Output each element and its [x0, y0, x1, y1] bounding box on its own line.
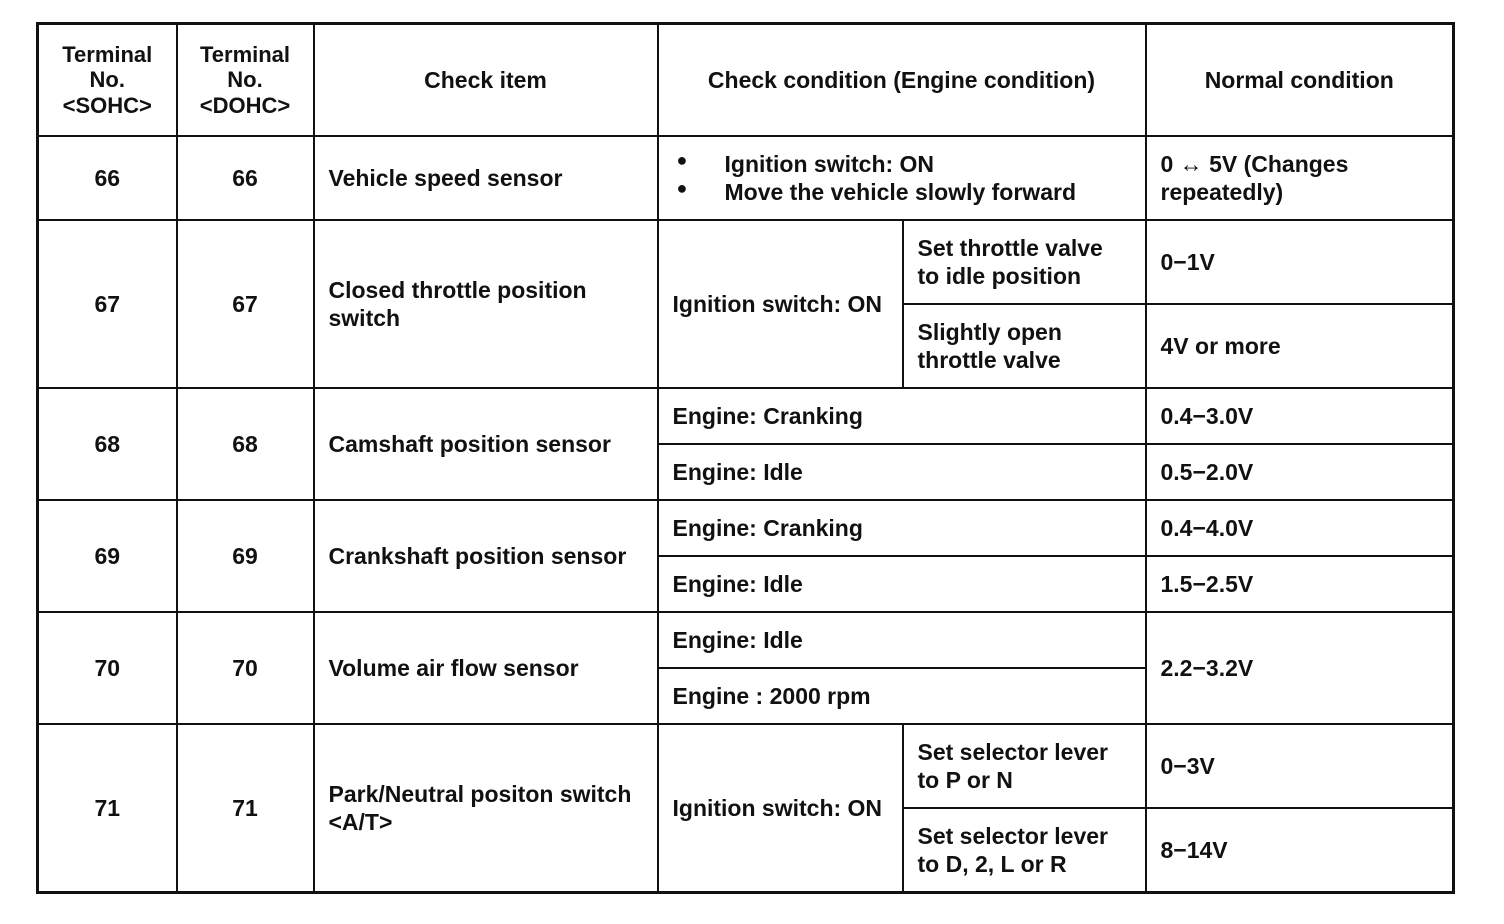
- terminal-sohc-cell: 67: [38, 220, 177, 388]
- terminal-dohc-cell: 71: [177, 724, 314, 892]
- check-item-cell: Vehicle speed sensor: [314, 136, 658, 220]
- terminal-sohc-cell: 71: [38, 724, 177, 892]
- check-item-cell: Camshaft position sensor: [314, 388, 658, 500]
- normal-condition-cell: 4V or more: [1146, 304, 1454, 388]
- normal-condition-cell: 0.4−3.0V: [1146, 388, 1454, 444]
- header-terminal-sohc: [38, 24, 177, 137]
- check-condition-main-cell: Ignition switch: ON: [658, 724, 903, 892]
- check-condition-cell: [658, 136, 1146, 220]
- table-row: [38, 612, 1454, 668]
- terminal-dohc-cell: 66: [177, 136, 314, 220]
- check-condition-cell: Engine: Idle: [658, 556, 1146, 612]
- normal-condition-cell: 2.2−3.2V: [1146, 612, 1454, 724]
- terminal-sohc-cell: 69: [38, 500, 177, 612]
- check-condition-cell: Engine: Idle: [658, 444, 1146, 500]
- header-check-item: Check item: [314, 24, 658, 137]
- terminal-sohc-cell: 68: [38, 388, 177, 500]
- check-condition-sub-cell: Set throttle valve to idle position: [903, 220, 1146, 304]
- header-terminal-dohc-line1: Terminal: [199, 42, 291, 68]
- ecm-terminal-table-page: [36, 22, 1455, 894]
- table-row: [38, 724, 1454, 808]
- terminal-dohc-cell: 68: [177, 388, 314, 500]
- ecm-terminal-table: [36, 22, 1455, 894]
- table-row: [38, 220, 1454, 304]
- check-item-cell: Closed throttle position switch: [314, 220, 658, 388]
- table-row: [38, 136, 1454, 220]
- check-condition-cell: Engine : 2000 rpm: [658, 668, 1146, 724]
- check-item-cell: Crankshaft position sensor: [314, 500, 658, 612]
- normal-condition-cell: 0.4−4.0V: [1146, 500, 1454, 556]
- check-condition-main-cell: Ignition switch: ON: [658, 220, 903, 388]
- normal-condition-cell: 1.5−2.5V: [1146, 556, 1454, 612]
- header-terminal-sohc-line1: Terminal: [62, 42, 153, 68]
- check-condition-cell: Engine: Cranking: [658, 500, 1146, 556]
- normal-condition-cell: 0−1V: [1146, 220, 1454, 304]
- terminal-dohc-cell: 67: [177, 220, 314, 388]
- table-row: [38, 500, 1454, 556]
- check-condition-sub-cell: Set selector lever to D, 2, L or R: [903, 808, 1146, 892]
- header-check-condition: Check condition (Engine condition): [658, 24, 1146, 137]
- header-row: [38, 24, 1454, 137]
- check-item-cell: Park/Neutral positon switch <A/T>: [314, 724, 658, 892]
- condition-bullet-list: [673, 150, 1131, 206]
- table-row: [38, 388, 1454, 444]
- header-terminal-dohc-line2: No.: [227, 67, 263, 93]
- condition-bullet: ● Ignition switch: ON: [673, 150, 1131, 178]
- terminal-dohc-cell: 69: [177, 500, 314, 612]
- check-condition-sub-cell: Slightly open throttle valve: [903, 304, 1146, 388]
- condition-bullet: ● Move the vehicle slowly forward: [673, 178, 1131, 206]
- normal-condition-cell: 0−3V: [1146, 724, 1454, 808]
- terminal-sohc-cell: 66: [38, 136, 177, 220]
- check-condition-cell: Engine: Idle: [658, 612, 1146, 668]
- header-normal-condition: Normal condition: [1146, 24, 1454, 137]
- check-condition-cell: Engine: Cranking: [658, 388, 1146, 444]
- check-condition-sub-cell: Set selector lever to P or N: [903, 724, 1146, 808]
- terminal-sohc-cell: 70: [38, 612, 177, 724]
- header-terminal-dohc-line3: <DOHC>: [199, 92, 291, 118]
- normal-condition-cell: 8−14V: [1146, 808, 1454, 892]
- header-terminal-dohc: [177, 24, 314, 137]
- normal-condition-cell: 0.5−2.0V: [1146, 444, 1454, 500]
- terminal-dohc-cell: 70: [177, 612, 314, 724]
- header-terminal-sohc-line2: No.: [89, 67, 125, 93]
- header-terminal-sohc-line3: <SOHC>: [62, 92, 152, 118]
- normal-condition-cell: 0 ↔ 5V (Changes repeatedly): [1146, 136, 1454, 220]
- check-item-cell: Volume air flow sensor: [314, 612, 658, 724]
